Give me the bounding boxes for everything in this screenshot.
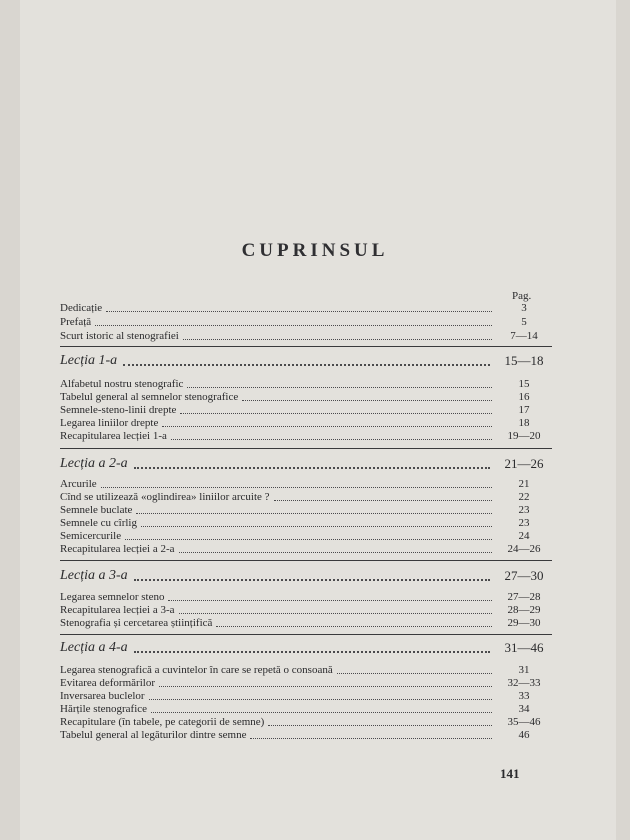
toc-entry-label: Inversarea buclelor	[60, 690, 145, 702]
toc-entry-label: Alfabetul nostru stenografic	[60, 378, 184, 390]
toc-entry-page: 21	[518, 478, 530, 490]
toc-entry-page: 27—28	[507, 591, 541, 603]
dot-leader	[179, 551, 492, 553]
toc-entry	[60, 302, 552, 314]
lesson-heading	[60, 456, 552, 472]
dot-leader	[183, 338, 492, 340]
toc-entry	[60, 677, 552, 689]
toc-entry	[60, 664, 552, 676]
toc-entry-label: Cînd se utilizează «oglindirea» liniilor arcuite ?	[60, 491, 270, 503]
dot-leader	[159, 685, 492, 687]
toc-entry-page: 29—30	[507, 617, 541, 629]
lesson-pages: 31—46	[504, 640, 544, 655]
lesson-title: Lecția a 4-a	[60, 640, 128, 655]
toc-entry	[60, 591, 552, 603]
toc-entry-page: 5	[521, 316, 527, 328]
toc-entry	[60, 330, 552, 342]
dot-leader	[106, 310, 492, 312]
toc-entry-label: Recapitularea lecției a 2-a	[60, 543, 175, 555]
dot-leader	[250, 737, 492, 739]
lesson-heading	[60, 568, 552, 584]
toc-entry-label: Recapitularea lecției a 3-a	[60, 604, 175, 616]
toc-entry-page: 24	[518, 530, 530, 542]
toc-entry-page: 19—20	[507, 430, 541, 442]
toc-entry-page: 22	[518, 491, 530, 503]
dot-leader	[134, 466, 490, 469]
toc-entry	[60, 690, 552, 702]
toc-entry-page: 33	[518, 690, 530, 702]
toc-entry	[60, 716, 552, 728]
dot-leader	[180, 412, 492, 414]
toc-entry-label: Arcurile	[60, 478, 97, 490]
dot-leader	[149, 698, 492, 700]
toc-entry	[60, 504, 552, 516]
toc-entry-label: Tabelul general al legăturilor dintre semne	[60, 729, 247, 741]
toc-entry-label: Hărțile stenografice	[60, 703, 148, 715]
toc-entry-page: 16	[518, 391, 530, 403]
toc-entry	[60, 517, 552, 529]
toc-entry-page: 32—33	[507, 677, 541, 689]
lesson-pages: 21—26	[504, 456, 544, 471]
dot-leader	[337, 672, 492, 674]
toc-entry-page: 18	[518, 417, 530, 429]
toc-entry-page: 7—14	[510, 330, 538, 342]
toc-entry-label: Legarea stenografică a cuvintelor în care se repetă o consoană	[60, 664, 333, 676]
toc-entry-label: Semicercurile	[60, 530, 122, 542]
toc-entry-page: 28—29	[507, 604, 541, 616]
dot-leader	[134, 650, 490, 653]
lesson-heading	[60, 353, 552, 369]
toc-entry	[60, 417, 552, 429]
toc-entry	[60, 604, 552, 616]
toc-entry-label: Legarea liniilor drepte	[60, 417, 159, 429]
dot-leader	[134, 578, 490, 581]
toc-entry-page: 17	[518, 404, 530, 416]
toc-entry-label: Scurt istoric al stenografiei	[60, 330, 179, 342]
page-number: 141	[500, 766, 520, 781]
toc-entry	[60, 703, 552, 715]
toc-entry	[60, 729, 552, 741]
dot-leader	[95, 324, 492, 326]
lesson-pages: 15—18	[504, 353, 544, 368]
dot-leader	[162, 425, 492, 427]
toc-entry-label: Dedicație	[60, 302, 103, 314]
lesson-heading	[60, 640, 552, 656]
toc-entry	[60, 391, 552, 403]
page-column-header: Pag.	[512, 290, 532, 302]
dot-leader	[242, 399, 492, 401]
toc-entry-label: Recapitularea lecției 1-a	[60, 430, 167, 442]
toc-entry-page: 31	[518, 664, 530, 676]
lesson-title: Lecția 1-a	[60, 353, 118, 368]
toc-entry	[60, 491, 552, 503]
section-divider	[60, 448, 552, 449]
toc-entry-page: 23	[518, 517, 530, 529]
dot-leader	[216, 625, 492, 627]
lesson-title: Lecția a 2-a	[60, 456, 128, 471]
dot-leader	[168, 599, 492, 601]
section-divider	[60, 634, 552, 635]
dot-leader	[268, 724, 492, 726]
toc-entry-label: Semnele cu cîrlig	[60, 517, 137, 529]
toc-entry	[60, 404, 552, 416]
dot-leader	[141, 525, 492, 527]
toc-entry	[60, 617, 552, 629]
toc-entry-page: 15	[518, 378, 530, 390]
toc-entry-page: 24—26	[507, 543, 541, 555]
section-divider	[60, 346, 552, 347]
dot-leader	[274, 499, 492, 501]
toc-entry-page: 46	[518, 729, 530, 741]
toc-entry-label: Prefață	[60, 316, 92, 328]
lesson-pages: 27—30	[504, 568, 544, 583]
toc-entry-label: Tabelul general al semnelor stenografice	[60, 391, 239, 403]
dot-leader	[151, 711, 492, 713]
toc-entry-label: Stenografia și cercetarea științifică	[60, 617, 213, 629]
lesson-title: Lecția a 3-a	[60, 568, 128, 583]
toc-entry-label: Recapitulare (în tabele, pe categorii de semne)	[60, 716, 265, 728]
toc-entry-label: Semnele buclate	[60, 504, 133, 516]
toc-entry-label: Semnele-steno-linii drepte	[60, 404, 177, 416]
section-divider	[60, 560, 552, 561]
dot-leader	[187, 386, 492, 388]
toc-entry	[60, 378, 552, 390]
toc-entry-page: 35—46	[507, 716, 541, 728]
toc-entry	[60, 543, 552, 555]
toc-entry-page: 3	[521, 302, 527, 314]
dot-leader	[171, 438, 492, 440]
toc-entry-page: 23	[518, 504, 530, 516]
dot-leader	[101, 486, 492, 488]
toc-entry-label: Evitarea deformărilor	[60, 677, 155, 689]
toc-entry-label: Legarea semnelor steno	[60, 591, 165, 603]
toc-entry	[60, 530, 552, 542]
dot-leader	[136, 512, 492, 514]
dot-leader	[125, 538, 492, 540]
dot-leader	[179, 612, 492, 614]
toc-entry-page: 34	[518, 703, 530, 715]
toc-entry	[60, 430, 552, 442]
page-title: CUPRINSUL	[241, 240, 389, 261]
toc-entry	[60, 478, 552, 490]
dot-leader	[123, 363, 490, 366]
toc-entry	[60, 316, 552, 328]
